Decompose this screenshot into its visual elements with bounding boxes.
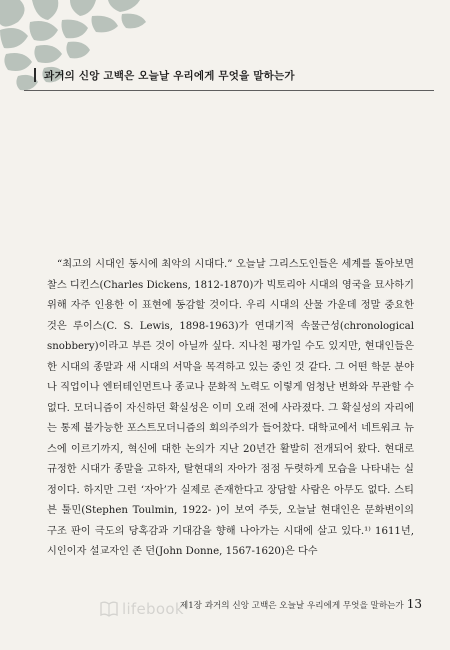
- lifebook-watermark: [100, 600, 184, 618]
- body-paragraph: “최고의 시대인 동시에 최악의 시대다.” 오늘날 그리스도인들은 세계를 돌아보면 찰스 디킨스(Charles Dickens, 1812-1870)가 빅토리아 시대의 영국을 묘사하기 위해 자주 인용한 이 표현에 동감할 것이다. 우리 시대의 산물 가운데 정말 중요한 것은 루이스(C. S. Lewis, 1898-1963)가 연대기적 속물근성(chronological snobbery)이라고 부른 것이 아닐까 싶다. 지나친 평가일 수도 있지만, 현대인들은 한 시대의 종말과 새 시대의 서막을 목격하고 있는 중인 것 같다. 그 어떤 학문 분야나 직업이나 엔터테인먼트나 종교나 문화적 노력도 이렇게 엄청난 변화와 무관할 수 없다. 모더니즘이 자신하던 확실성은 이미 오래 전에 사라졌다. 그 확실성의 자리에는 통제 불가능한 포스트모더니즘의 회의주의가 들어찼다. 대학교에서 네트워크 뉴스에 이르기까지, 혁신에 대한 논의가 지난 20년간 활발히 전개되어 왔다. 현대로 규정한 시대가 종말을 고하자, 탈현대의 자아가 점점 두렷하게 모습을 나타내는 실정이다. 하지만 그런 ‘자아’가 실제로 존재한다고 장담할 사람은 아무도 없다. 스티븐 툴민(Stephen Toulmin, 1922- )이 보여 주듯, 오늘날 현대인은 문화변이의 구조 판이 극도의 당혹감과 기대감을 향해 나아가는 시대에 살고 있다.¹⁾ 1611년, 시인이자 설교자인 존 던(John Donne, 1567-1620)은 다수: [47, 259, 415, 557]
- page-number: 13: [406, 597, 422, 611]
- header-divider: [24, 90, 434, 91]
- running-header-title: 과거의 신앙 고백은 오늘날 우리에게 무엇을 말하는가: [44, 69, 295, 82]
- section-header: [34, 64, 424, 86]
- book-icon: [100, 601, 118, 617]
- watermark-text: lifebook: [122, 600, 184, 618]
- header-bar-marker: [34, 68, 36, 82]
- page-footer: [180, 597, 422, 611]
- footer-chapter-label: 제1장 과거의 신앙 고백은 오늘날 우리에게 무엇을 말하는가: [179, 601, 404, 611]
